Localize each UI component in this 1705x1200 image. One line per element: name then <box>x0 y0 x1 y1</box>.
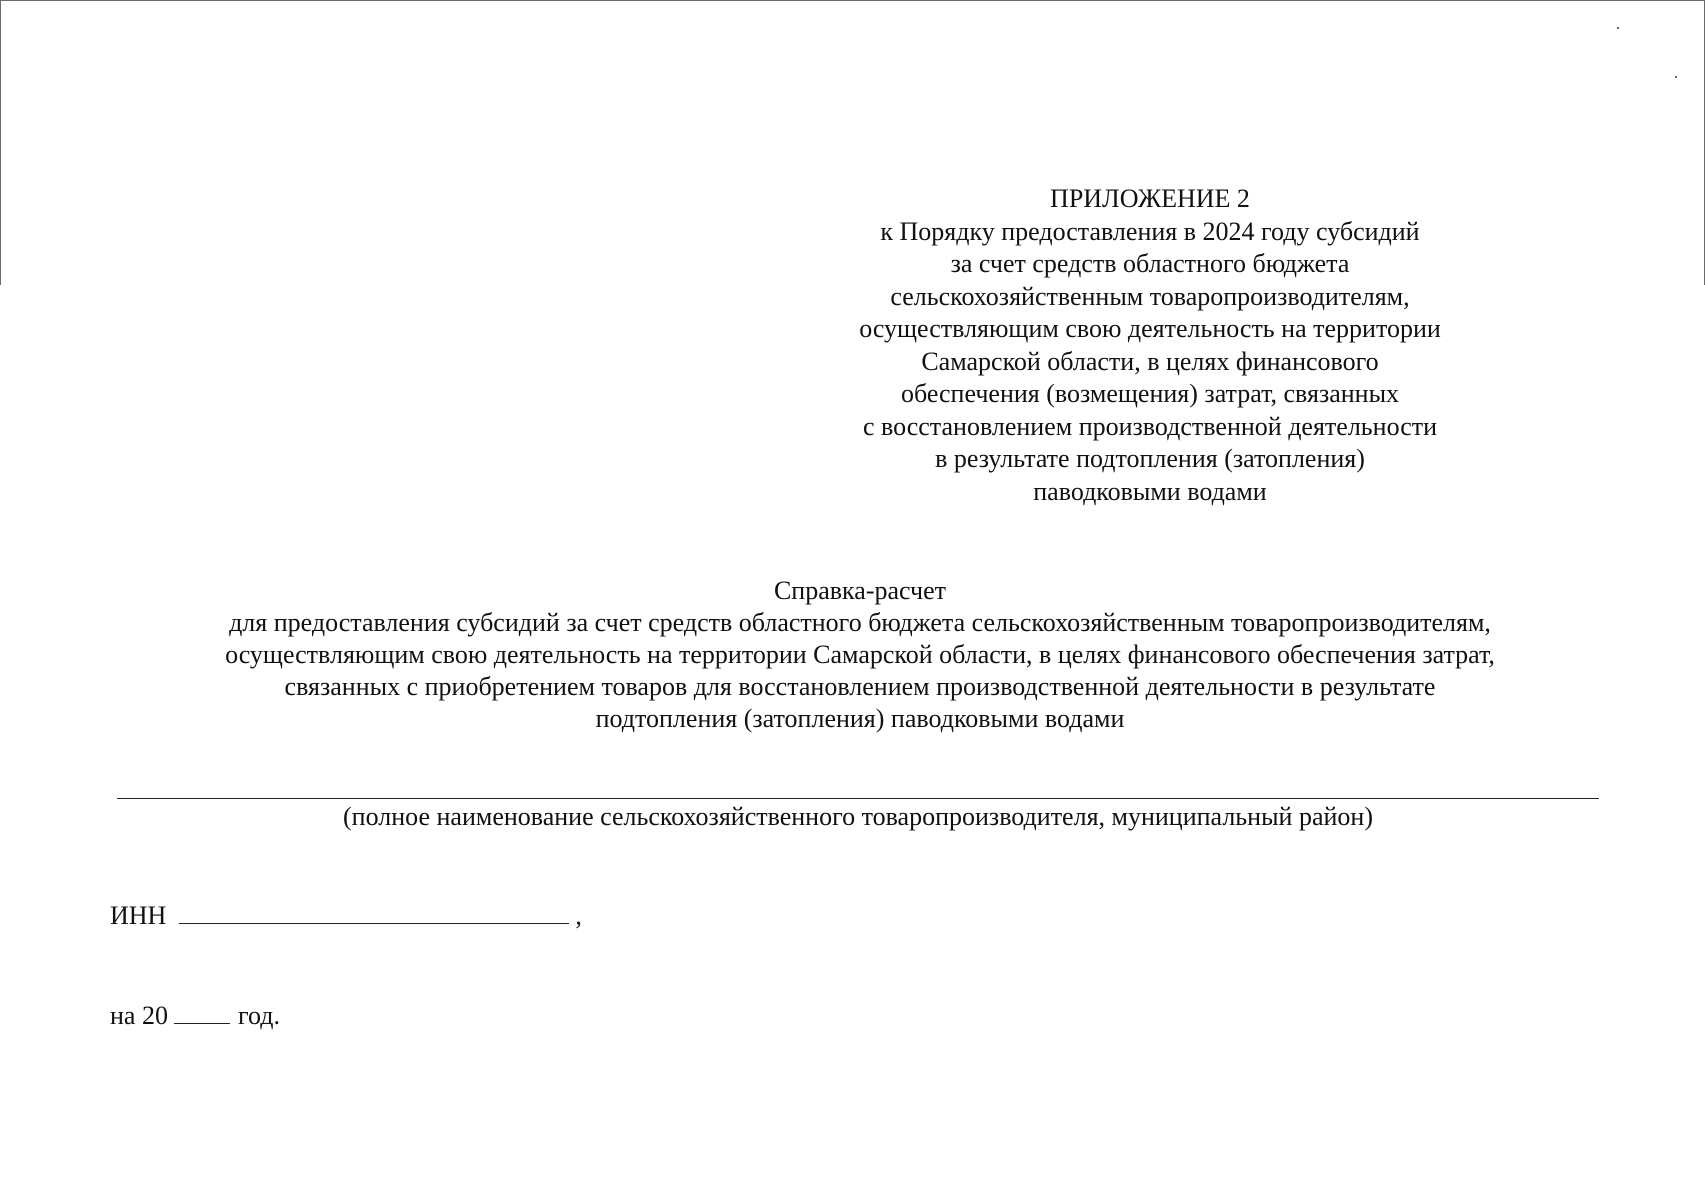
inn-field[interactable] <box>179 901 569 924</box>
inn-row <box>110 900 582 932</box>
inn-comma: , <box>575 901 582 930</box>
scan-speck <box>1617 27 1619 29</box>
annex-line: ПРИЛОЖЕНИЕ 2 <box>1050 184 1250 213</box>
certificate-heading <box>80 575 1640 735</box>
annex-line: в результате подтопления (затопления) <box>935 444 1365 473</box>
annex-line: Самарской области, в целях финансового <box>921 346 1379 376</box>
year-prefix: на 20 <box>110 1001 168 1030</box>
annex-line: сельскохозяйственным товаропроизводителям, <box>890 281 1410 311</box>
scan-edge-left <box>0 0 1 285</box>
scan-speck <box>1675 76 1677 78</box>
annex-line: обеспечения (возмещения) затрат, связанных <box>900 379 1400 408</box>
annex-header <box>850 183 1450 508</box>
scan-edge-top <box>0 0 1705 1</box>
annex-line: к Порядку предоставления в 2024 году субсидий <box>880 216 1420 246</box>
producer-name-caption: (полное наименование сельскохозяйственного товаропроизводителя, муниципальный район) <box>343 802 1373 831</box>
producer-name-field[interactable] <box>117 798 1599 799</box>
certificate-line: связанных с приобретением товаров для восстановлением производственной деятельности в результате <box>284 672 1436 701</box>
inn-label: ИНН <box>110 901 167 930</box>
certificate-line: подтопления (затопления) паводковыми водами <box>595 704 1125 733</box>
year-row <box>110 1000 280 1032</box>
annex-line: за счет средств областного бюджета <box>950 249 1350 278</box>
annex-line: осуществляющим свою деятельность на территории <box>859 314 1441 343</box>
year-field[interactable] <box>174 1001 230 1024</box>
year-suffix: год. <box>237 1001 280 1030</box>
certificate-line: осуществляющим свою деятельность на территории Самарской области, в целях финансового обеспечения затрат, <box>225 640 1495 669</box>
certificate-line: для предоставления субсидий за счет средств областного бюджета сельскохозяйственным товаропроизводителям, <box>229 608 1491 637</box>
annex-line: паводковыми водами <box>1033 476 1267 506</box>
annex-line: с восстановлением производственной деятельности <box>862 411 1438 441</box>
certificate-title: Справка-расчет <box>773 576 947 605</box>
